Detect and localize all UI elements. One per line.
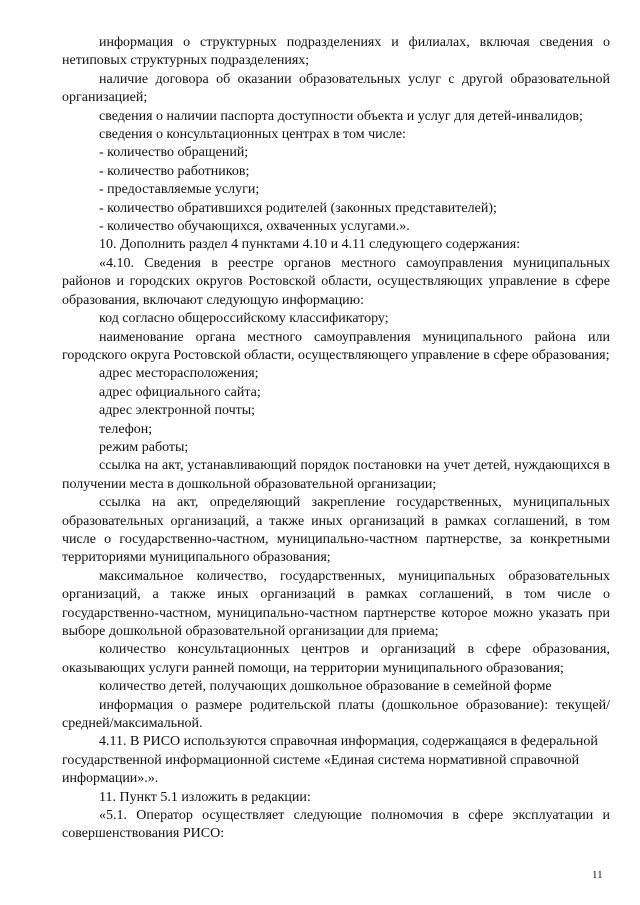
paragraph-location-address: адрес месторасположения; bbox=[99, 366, 259, 382]
list-item-requests-count: - количество обращений; bbox=[99, 145, 249, 161]
list-item-students-count: - количество обучающихся, охваченных услугами.». bbox=[99, 219, 410, 235]
paragraph-working-hours: режим работы; bbox=[99, 439, 189, 455]
paragraph-consulting-centers: сведения о консультационных центрах в том числе: bbox=[99, 127, 406, 143]
paragraph-accessibility-passport: сведения о наличии паспорта доступности объекта и услуг для детей-инвалидов; bbox=[99, 108, 583, 124]
paragraph-4-11: 4.11. В РИСО используются справочная информация, содержащаяся в федеральной государственной информационной системе «Единая система нормативной справочной информации».». bbox=[62, 734, 598, 787]
list-item-staff-count: - количество работников; bbox=[99, 163, 250, 179]
paragraph-structural-units: информация о структурных подразделениях и филиалах, включая сведения о нетиповых структурных подразделениях; bbox=[62, 35, 610, 69]
list-item-parents-count: - количество обратившихся родителей (законных представителей); bbox=[99, 200, 497, 216]
paragraph-website-address: адрес официального сайта; bbox=[99, 384, 261, 400]
paragraph-4-10: «4.10. Сведения в реестре органов местного самоуправления муниципальных районов и городских округов Ростовской области, осуществляющих управление в сфере образования, включают следующую информацию: bbox=[62, 255, 610, 308]
paragraph-early-help-centers: количество консультационных центров и организаций в сфере образования, оказывающих услуги ранней помощи, на территории муниципального образования; bbox=[62, 642, 610, 676]
paragraph-max-organizations: максимальное количество, государственных, муниципальных образовательных организаций, а также иных организаций в рамках соглашений, в том числе о государственно-частном, муниципально-частном партнерстве которое можно указать при выборе дошкольной образовательной организации для приема; bbox=[62, 568, 610, 639]
paragraph-assignment-act-link: ссылка на акт, определяющий закрепление государственных, муниципальных образовательных организаций, а также иных организаций в рамках соглашений, в том числе о государственно-частном, муниципально-частном партнерстве, за конкретными территориями муниципального образования; bbox=[62, 495, 610, 566]
paragraph-service-contract: наличие договора об оказании образовательных услуг с другой образовательной организацией; bbox=[62, 71, 610, 106]
paragraph-family-education: количество детей, получающих дошкольное образование в семейной форме bbox=[99, 679, 552, 695]
page-number: 11 bbox=[592, 869, 603, 881]
paragraph-parental-fee: информация о размере родительской платы (дошкольное образование): текущей/средней/максимальной. bbox=[62, 697, 610, 732]
list-item-services: - предоставляемые услуги; bbox=[99, 182, 260, 198]
document-page bbox=[62, 34, 610, 844]
paragraph-item-10: 10. Дополнить раздел 4 пунктами 4.10 и 4.11 следующего содержания: bbox=[99, 237, 521, 253]
paragraph-authority-name: наименование органа местного самоуправления муниципального района или городского округа Ростовской области, осуществляющего управление в сфере образования; bbox=[62, 329, 610, 363]
paragraph-item-11: 11. Пункт 5.1 изложить в редакции: bbox=[99, 789, 311, 805]
paragraph-5-1: «5.1. Оператор осуществляет следующие полномочия в сфере эксплуатации и совершенствования РИСО: bbox=[62, 808, 610, 842]
paragraph-email-address: адрес электронной почты; bbox=[99, 403, 256, 419]
paragraph-phone: телефон; bbox=[99, 421, 153, 437]
paragraph-classifier-code: код согласно общероссийскому классификатору; bbox=[99, 311, 389, 327]
paragraph-registration-act-link: ссылка на акт, устанавливающий порядок постановки на учет детей, нуждающихся в получении места в дошкольной образовательной организации; bbox=[62, 458, 610, 492]
